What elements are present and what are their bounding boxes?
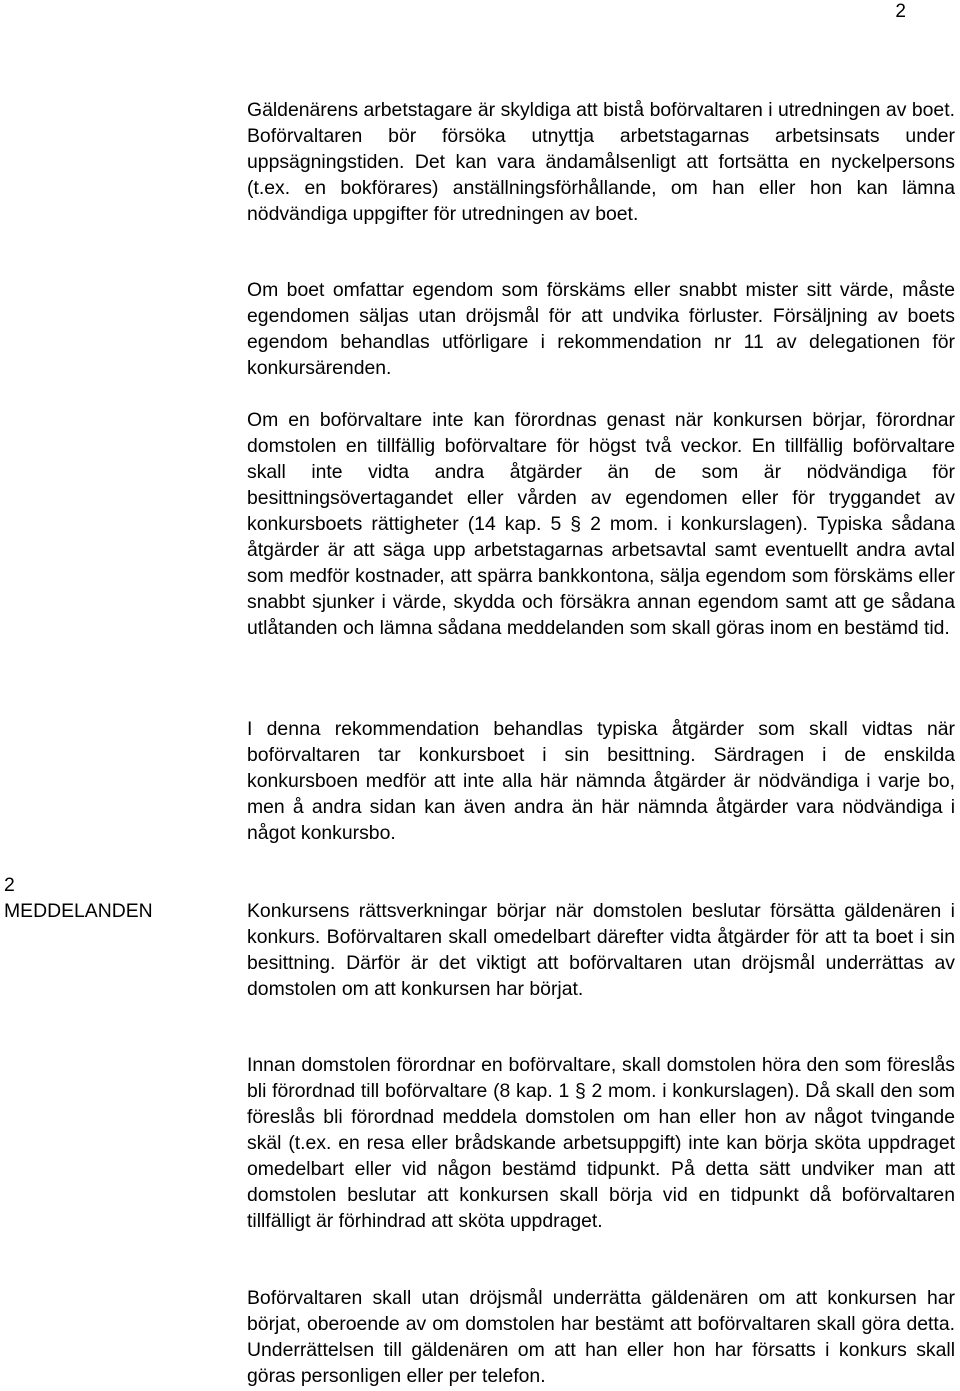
section-number: 2 <box>4 874 15 896</box>
section-title: MEDDELANDEN <box>4 900 153 922</box>
paragraph-perishable-property: Om boet omfattar egendom som förskäms eller snabbt mister sitt värde, måste egendomen säljas utan dröjsmål för att undvika förluster. Försäljning av boets egendom behandlas utförligare i rekommendation nr 11 av delegationen för konkursärenden. <box>247 279 955 379</box>
paragraph-bankruptcy-effects: Konkursens rättsverkningar börjar när domstolen beslutar försätta gäldenären i konkurs. Boförvaltaren skall omedelbart därefter vidta åtgärder för att ta boet i sin besittning. Därför är det viktigt att boförvaltaren utan dröjsmål underrättas av domstolen om att konkursen har börjat. <box>247 900 955 1000</box>
page-number: 2 <box>895 1 906 22</box>
paragraph-notify-debtor: Boförvaltaren skall utan dröjsmål underrätta gäldenären om att konkursen har börjat, oberoende av om domstolen har bestämt att boförvaltaren skall göra detta. Underrättelsen till gäldenären om att han eller hon har försatts i konkurs skall göras personligen eller per telefon. <box>247 1287 955 1387</box>
paragraph-recommendation-scope: I denna rekommendation behandlas typiska åtgärder som skall vidtas när boförvaltaren tar konkursboet i sin besittning. Särdragen i de enskilda konkursboen medför att inte alla här nämnda åtgärder är nödvändiga i varje bo, men å andra sidan kan även andra än här nämnda åtgärder vara nödvändiga i något konkursbo. <box>247 718 955 844</box>
section-heading <box>4 872 204 924</box>
paragraph-employees-duty: Gäldenärens arbetstagare är skyldiga att bistå boförvaltaren i utredningen av boet. Boförvaltaren bör försöka utnyttja arbetstagarnas arbetsinsats under uppsägningstiden. Det kan vara ändamålsenligt att fortsätta en nyckelpersons (t.ex. en bokförares) anställningsförhållande, om han eller hon kan lämna nödvändiga uppgifter för utredningen av boet. <box>247 99 955 225</box>
paragraph-temporary-administrator: Om en boförvaltare inte kan förordnas genast när konkursen börjar, förordnar domstolen en tillfällig boförvaltare för högst två veckor. En tillfällig boförvaltare skall inte vidta andra åtgärder än de som är nödvändiga för besittningsövertagandet eller vården av egendomen eller för tryggandet av konkursboets rättigheter (14 kap. 5 § 2 mom. i konkurslagen). Typiska sådana åtgärder är att säga upp arbetstagarnas arbetsavtal samt eventuellt andra avtal som medför kostnader, att spärra bankkontona, sälja egendom som förskäms eller snabbt sjunker i värde, skydda och försäkra annan egendom samt att ge sådana utlåtanden och lämna sådana meddelanden som skall göras inom en bestämd tid. <box>247 409 955 639</box>
paragraph-hearing-before-appointment: Innan domstolen förordnar en boförvaltare, skall domstolen höra den som föreslås bli förordnad till boförvaltare (8 kap. 1 § 2 mom. i konkurslagen). Då skall den som föreslås bli förordnad meddela domstolen om han eller hon av något tvingande skäl (t.ex. en resa eller brådskande arbetsuppgift) inte kan börja sköta uppdraget omedelbart eller vid någon bestämd tidpunkt. På detta sätt undviker man att domstolen beslutar att konkursen skall börja vid en tidpunkt då boförvaltaren tillfälligt är förhindrad att sköta uppdraget. <box>247 1054 955 1232</box>
